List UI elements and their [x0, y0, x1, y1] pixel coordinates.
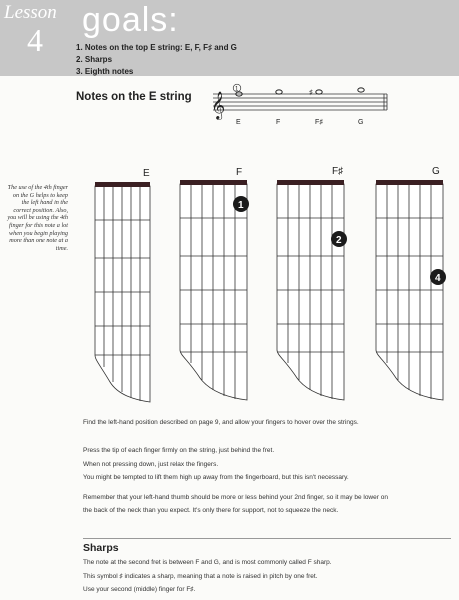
staff-note-label: E — [236, 119, 241, 126]
sharps-line: This symbol ♯ indicates a sharp, meaning that a note is raised in pitch by one fret. — [83, 573, 318, 580]
fretboard-e — [95, 182, 150, 402]
string-marker-number: 1 — [235, 86, 239, 93]
treble-clef-icon: 𝄞 — [211, 91, 226, 119]
fretboard-g — [376, 180, 443, 400]
paragraph: You might be tempted to lift them high up away from the fingerboard, but this isn't necessary. — [83, 474, 349, 481]
section-title: Notes on the E string — [76, 91, 192, 103]
goal-item: 2. Sharps — [76, 55, 113, 64]
sharps-line: Use your second (middle) finger for F♯. — [83, 586, 196, 593]
fretboard-label: F — [236, 167, 243, 178]
staff-note-label: F♯ — [315, 119, 323, 126]
staff-note-label: F — [276, 119, 281, 126]
paragraph: the back of the neck than you expect. It's only there for support, not to squeeze the neck. — [83, 507, 339, 514]
note-f-sharp — [316, 90, 322, 94]
divider — [83, 538, 451, 539]
goals-title: goals: — [82, 1, 179, 39]
goal-item: 1. Notes on the top E string: E, F, F♯ and G — [76, 43, 237, 52]
paragraph: Press the tip of each finger firmly on the string, just behind the fret. — [83, 447, 275, 454]
fretboard-f-sharp — [277, 180, 344, 400]
goals-list — [76, 42, 237, 78]
sharps-line: The note at the second fret is between F and G, and is most commonly called F sharp. — [83, 559, 332, 566]
lesson-header — [0, 0, 459, 76]
fretboard-label: F♯ — [332, 166, 344, 177]
goal-item: 3. Eighth notes — [76, 67, 134, 76]
fretboard-label: E — [143, 168, 150, 179]
note-g — [358, 88, 364, 92]
note-f — [276, 90, 282, 94]
staff-note-label: G — [358, 119, 364, 126]
side-note: The use of the 4th finger on the G helps to keep the left hand in the correct position. Also, you will be using the 4th finger for this note a lot when you begin playing more than one note at a time. — [7, 184, 68, 252]
paragraph: Find the left-hand position described on page 9, and allow your fingers to hover over the strings. — [83, 419, 359, 426]
fretboard-label: G — [432, 166, 440, 177]
fretboard-diagrams — [0, 160, 459, 410]
lesson-label: Lesson — [4, 2, 57, 23]
finger-dot-1 — [233, 196, 249, 212]
finger-number: 1 — [238, 200, 244, 211]
finger-number: 4 — [435, 273, 441, 284]
paragraph: When not pressing down, just relax the fingers. — [83, 461, 219, 468]
sharp-icon: ♯ — [309, 89, 313, 97]
fretboard-f — [180, 180, 247, 400]
paragraph: Remember that your left-hand thumb should be more or less behind your 2nd finger, so it may be lower on — [83, 494, 388, 501]
finger-dot-4 — [430, 269, 446, 285]
finger-number: 2 — [336, 235, 342, 246]
lesson-number: 4 — [27, 22, 43, 58]
music-staff — [205, 80, 395, 130]
sharps-title: Sharps — [83, 542, 119, 554]
finger-dot-2 — [331, 231, 347, 247]
